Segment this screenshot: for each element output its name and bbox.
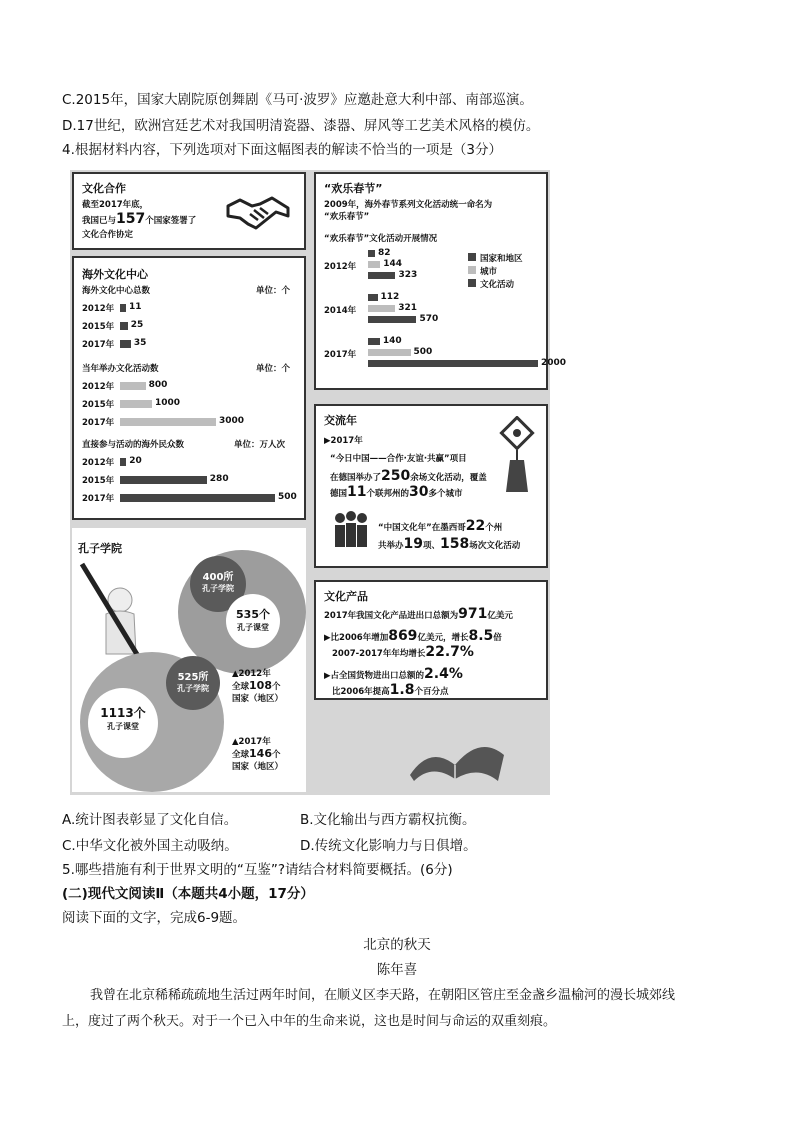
chart-value-label: 20 [129, 456, 142, 466]
chart-year-label: 2017年 [82, 418, 115, 428]
essay-author: 陈年喜 [376, 962, 418, 978]
option-d: D.传统文化影响力与日俱增。 [300, 838, 477, 854]
chart-year-label: 2012年 [82, 458, 115, 468]
chart-bar [120, 494, 275, 502]
product-t1: 2017年我国文化产品进出口总额为971亿美元 [324, 606, 513, 622]
reading-instruction: 阅读下面的文字，完成6-9题。 [62, 910, 247, 926]
exchange-t4: “中国文化年”在墨西哥22个州 [378, 518, 503, 534]
product-t5: 比2006年提高1.8个百分点 [332, 682, 449, 698]
chart-year-label: 2015年 [82, 476, 115, 486]
option-d-line: D.17世纪，欧洲宫廷艺术对我国明清瓷器、漆器、屏风等工艺美术风格的模仿。 [62, 118, 540, 134]
question-4: 4.根据材料内容，下列选项对下面这幅图表的解读不恰当的一项是（3分） [62, 142, 502, 158]
essay-title: 北京的秋天 [363, 937, 431, 953]
exchange-t1: “今日中国——合作·友谊·共赢”项目 [330, 454, 467, 464]
chart-year-label: 2012年 [82, 382, 115, 392]
class-2017: 1113个 孔子课堂 [100, 706, 146, 731]
chart-bar [120, 400, 152, 408]
coop-text1: 截至2017年底， [82, 200, 149, 210]
spring-bar [368, 272, 395, 279]
product-title: 文化产品 [324, 590, 368, 603]
center-unit3: 单位：万人次 [234, 440, 286, 450]
inst-2017: 525所 孔子学院 [177, 672, 209, 693]
legend-label: 国家和地区 [480, 254, 523, 264]
coop-text3: 文化合作协定 [82, 230, 134, 240]
option-b: B.文化输出与西方霸权抗衡。 [300, 812, 476, 828]
people-icon [332, 510, 370, 550]
spring-bar [368, 349, 411, 356]
section-heading: (二)现代文阅读Ⅱ（本题共4小题，17分） [62, 886, 314, 902]
spring-value-label: 140 [382, 336, 402, 346]
spring-value-label: 112 [380, 292, 400, 302]
exchange-year: ▶2017年 [324, 436, 363, 446]
product-panel [314, 580, 548, 700]
spring-bar [368, 305, 395, 312]
exchange-title: 交流年 [324, 414, 357, 427]
essay-para-line1: 我曾在北京稀稀疏疏地生活过两年时间，在顺义区李天路，在朝阳区管庄至金盏乡温榆河的漫长城郊线 [90, 988, 676, 1003]
confucius-panel [72, 528, 306, 792]
chart-bar [120, 340, 131, 348]
spring-bar [368, 360, 538, 367]
spring-text2: “欢乐春节” [324, 212, 370, 222]
exchange-t5: 共举办19项、158场次文化活动 [378, 536, 521, 552]
product-t3: 2007-2017年年均增长22.7% [332, 644, 474, 660]
class-2012: 535个 孔子课堂 [236, 608, 270, 632]
chart-bar [120, 418, 216, 426]
chart-value-label: 35 [133, 338, 147, 348]
legend-swatch [468, 266, 476, 274]
chart-bar [120, 322, 128, 330]
option-c-line: C.2015年，国家大剧院原创舞剧《马可·波罗》应邀赴意大利中部、南部巡演。 [62, 92, 533, 108]
option-a: A.统计图表彰显了文化自信。 [62, 812, 238, 828]
chart-year-label: 2017年 [82, 340, 115, 350]
product-t4: ▶占全国货物进出口总额的2.4% [324, 666, 463, 682]
spring-sub: “欢乐春节”文化活动开展情况 [324, 234, 438, 244]
legend-swatch [468, 279, 476, 287]
chart-bar [120, 304, 126, 312]
chart-bar [120, 476, 207, 484]
chart-value-label: 800 [148, 380, 168, 390]
question-5: 5.哪些措施有利于世界文明的“互鉴”?请结合材料简要概括。(6分) [62, 862, 453, 878]
spring-year-label: 2014年 [324, 306, 357, 316]
open-book-icon [400, 715, 510, 785]
spring-bar [368, 338, 380, 345]
chart-year-label: 2015年 [82, 400, 115, 410]
option-c: C.中华文化被外国主动吸纳。 [62, 838, 238, 854]
exchange-t2: 在德国举办了250余场文化活动，覆盖 [330, 468, 487, 484]
chart-value-label: 3000 [219, 416, 245, 426]
coop-text2: 我国已与157个国家签署了 [82, 211, 197, 227]
center-panel [72, 256, 306, 520]
spring-bar [368, 316, 416, 323]
coop-panel [72, 172, 306, 250]
essay-para-line2: 上，度过了两个秋天。对于一个已入中年的生命来说，这也是时间与命运的双重刻痕。 [62, 1014, 557, 1029]
infographic [70, 170, 567, 795]
legend-label: 城市 [480, 267, 498, 277]
spring-year-label: 2012年 [324, 262, 357, 272]
product-t2: ▶比2006年增加869亿美元，增长8.5倍 [324, 628, 502, 644]
chart-value-label: 1000 [155, 398, 181, 408]
chinese-knot-icon [496, 416, 540, 496]
spring-value-label: 323 [398, 270, 418, 280]
handshake-icon [226, 194, 290, 234]
spring-bar [368, 294, 378, 301]
exchange-panel [314, 404, 548, 568]
center-unit1: 单位：个 [256, 286, 291, 296]
center-sub3: 直接参与活动的海外民众数 [82, 440, 185, 450]
exchange-t3: 德国11个联邦州的30多个城市 [330, 484, 463, 500]
chart-year-label: 2012年 [82, 304, 115, 314]
spring-year-label: 2017年 [324, 350, 357, 360]
spring-value-label: 144 [383, 259, 403, 269]
coop-number: 157 [116, 211, 146, 227]
chart-year-label: 2015年 [82, 322, 115, 332]
coop-title: 文化合作 [82, 182, 126, 195]
legend-swatch [468, 253, 476, 261]
spring-text1: 2009年，海外春节系列文化活动统一命名为 [324, 200, 493, 210]
center-sub1: 海外文化中心总数 [82, 286, 151, 296]
legend-label: 文化活动 [480, 280, 515, 290]
chart-year-label: 2017年 [82, 494, 115, 504]
chart-bar [120, 382, 146, 390]
chart-bar [120, 458, 126, 466]
chart-value-label: 11 [129, 302, 142, 312]
spring-panel [314, 172, 567, 390]
center-title: 海外文化中心 [82, 268, 148, 281]
confucius-2012-label: ▲2012年 全球108个 国家（地区） [232, 669, 284, 704]
center-unit2: 单位：个 [256, 364, 291, 374]
chart-value-label: 25 [130, 320, 144, 330]
confucius-2017-label: ▲2017年 全球146个 国家（地区） [232, 737, 284, 772]
inst-2012: 400所 孔子学院 [202, 572, 234, 593]
spring-bar [368, 261, 380, 268]
spring-bar [368, 250, 375, 257]
center-sub2: 当年举办文化活动数 [82, 364, 159, 374]
spring-value-label: 570 [419, 314, 439, 324]
spring-value-label: 321 [398, 303, 418, 313]
spring-value-label: 500 [413, 347, 433, 357]
chart-value-label: 280 [209, 474, 229, 484]
spring-value-label: 2000 [541, 358, 567, 368]
confucius-title: 孔子学院 [78, 542, 122, 555]
chart-value-label: 500 [278, 492, 297, 502]
spring-title: “欢乐春节” [324, 182, 383, 195]
spring-value-label: 82 [377, 248, 391, 258]
